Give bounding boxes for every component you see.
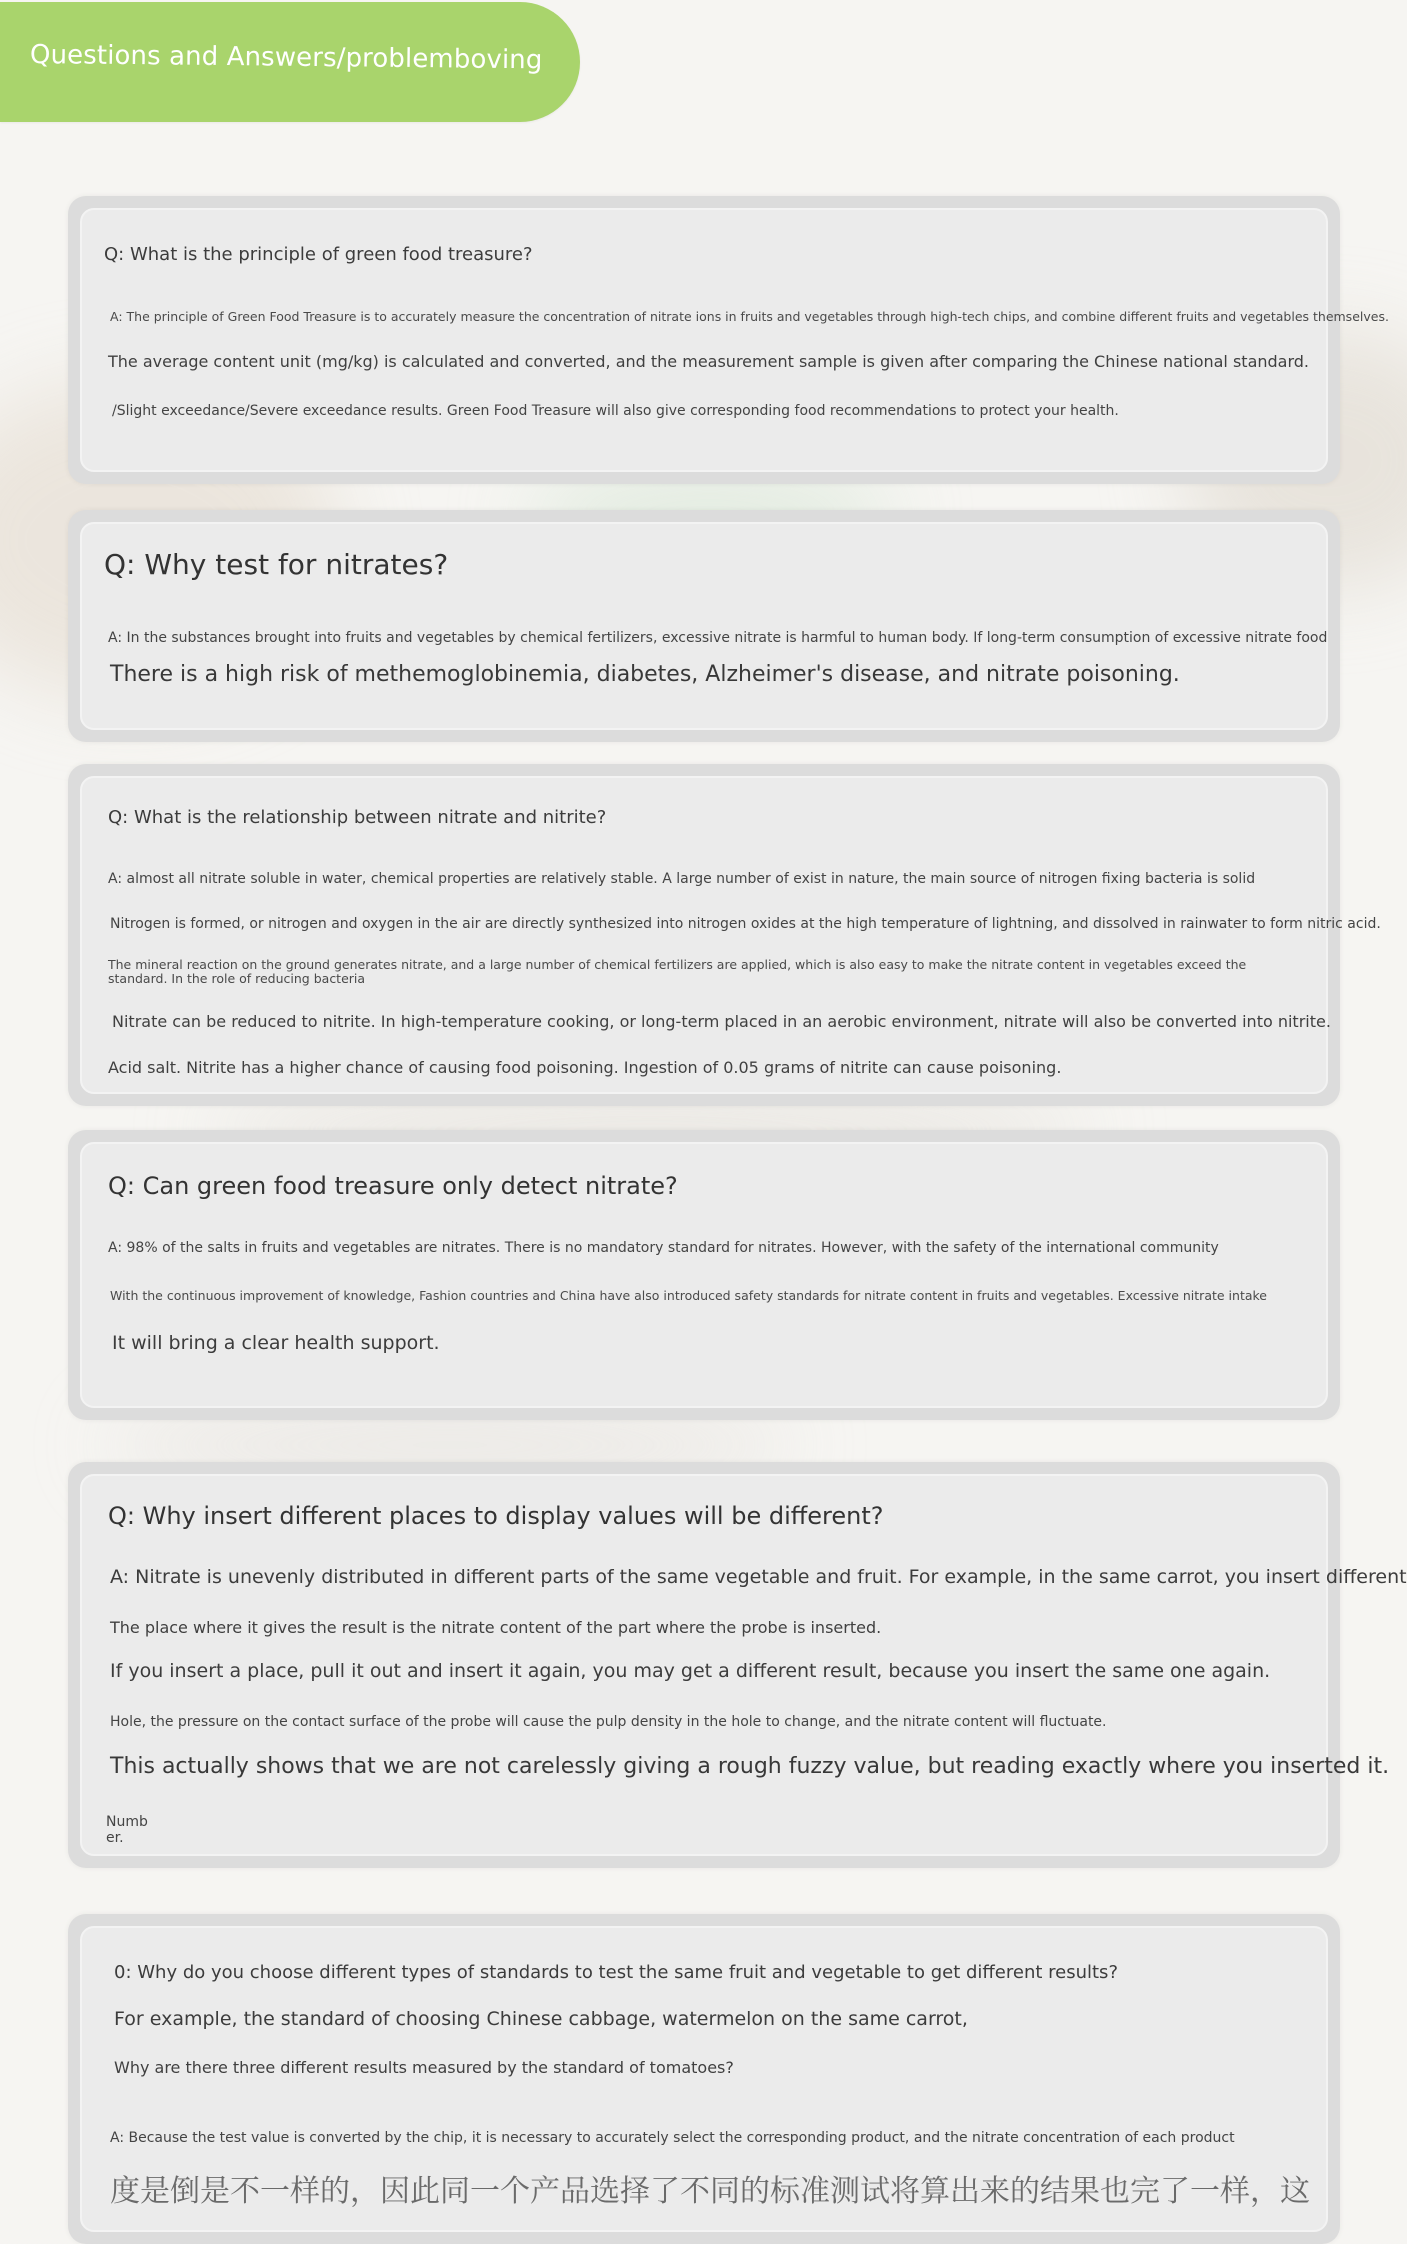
faq-answer-line: /Slight exceedance/Severe exceedance results. Green Food Treasure will also give corresponding food recommendations to protect your health. bbox=[112, 403, 1119, 419]
faq-card-different-standards bbox=[68, 1914, 1340, 2244]
faq-answer-line: It will bring a clear health support. bbox=[112, 1332, 440, 1354]
faq-card-inner bbox=[80, 776, 1381, 1094]
faq-card-principle bbox=[68, 196, 1389, 484]
faq-card-inner bbox=[80, 1474, 1407, 1856]
faq-card-why-test bbox=[68, 510, 1340, 742]
faq-answer-line: The average content unit (mg/kg) is calculated and converted, and the measurement sample is given after comparing the Chinese national standard. bbox=[108, 352, 1310, 371]
faq-answer-line: Nitrate can be reduced to nitrite. In high-temperature cooking, or long-term placed in an aerobic environment, nitrate will also be converted into nitrite. bbox=[112, 1012, 1331, 1031]
faq-answer-line: With the continuous improvement of knowledge, Fashion countries and China have also introduced safety standards for nitrate content in fruits and vegetables. Excessive nitrate intake bbox=[110, 1288, 1267, 1303]
faq-answer-line: For example, the standard of choosing Chinese cabbage, watermelon on the same carrot, bbox=[114, 2008, 968, 2030]
faq-answer-line: A: In the substances brought into fruits and vegetables by chemical fertilizers, excessive nitrate is harmful to human body. If long-term consumption of excessive nitrate food bbox=[108, 630, 1328, 646]
faq-answer-line: A: Because the test value is converted by the chip, it is necessary to accurately select the corresponding product, and the nitrate concentration of each product bbox=[110, 2130, 1235, 2146]
faq-card-only-nitrate bbox=[68, 1130, 1340, 1420]
faq-question: Q: What is the relationship between nitrate and nitrite? bbox=[108, 807, 607, 828]
faq-question: 0: Why do you choose different types of standards to test the same fruit and vegetable to get different results? bbox=[114, 1962, 1118, 1983]
faq-answer-line: The mineral reaction on the ground generates nitrate, and a large number of chemical fertilizers are applied, which is also easy to make the nitrate content in vegetables exceed the standard. In the role of reducing bacteria bbox=[108, 957, 1247, 986]
faq-card-nitrate-nitrite bbox=[68, 764, 1381, 1106]
faq-answer-line: Acid salt. Nitrite has a higher chance of causing food poisoning. Ingestion of 0.05 grams of nitrite can cause poisoning. bbox=[108, 1058, 1062, 1077]
faq-answer-line: There is a high risk of methemoglobinemia, diabetes, Alzheimer's disease, and nitrate poisoning. bbox=[110, 662, 1180, 687]
faq-card-inner bbox=[80, 522, 1328, 730]
faq-card-inner bbox=[80, 1142, 1328, 1408]
faq-answer-line: A: 98% of the salts in fruits and vegetables are nitrates. There is no mandatory standard for nitrates. However, with the safety of the international community bbox=[108, 1240, 1219, 1256]
faq-answer-line: A: The principle of Green Food Treasure is to accurately measure the concentration of nitrate ions in fruits and vegetables through high-tech chips, and combine different fruits and vegetables themselves. bbox=[110, 309, 1389, 324]
faq-answer-line: The place where it gives the result is the nitrate content of the part where the probe is inserted. bbox=[110, 1618, 882, 1637]
faq-question: Q: Can green food treasure only detect nitrate? bbox=[108, 1172, 678, 1200]
faq-answer-line: Why are there three different results measured by the standard of tomatoes? bbox=[114, 2058, 734, 2077]
faq-card-inner bbox=[80, 1926, 1328, 2232]
faq-answer-line: Nitrogen is formed, or nitrogen and oxygen in the air are directly synthesized into nitrogen oxides at the high temperature of lightning, and dissolved in rainwater to form nitric acid. bbox=[110, 916, 1381, 932]
faq-answer-line: 度是倒是不一样的，因此同一个产品选择了不同的标准测试将算出来的结果也完了一样，这 bbox=[110, 2174, 1310, 2209]
faq-answer-line: This actually shows that we are not carelessly giving a rough fuzzy value, but reading exactly where you inserted it. bbox=[110, 1754, 1390, 1779]
faq-answer-line: Hole, the pressure on the contact surface of the probe will cause the pulp density in the hole to change, and the nitrate content will fluctuate. bbox=[110, 1714, 1107, 1730]
faq-answer-line: If you insert a place, pull it out and insert it again, you may get a different result, because you insert the same one again. bbox=[110, 1660, 1271, 1682]
page-title: Questions and Answers/problemboving bbox=[29, 40, 543, 76]
faq-card-different-values bbox=[68, 1462, 1407, 1868]
faq-question: Q: Why insert different places to display values will be different? bbox=[108, 1502, 884, 1530]
faq-answer-line: er. bbox=[106, 1830, 124, 1846]
faq-question: Q: Why test for nitrates? bbox=[104, 548, 449, 581]
faq-question: Q: What is the principle of green food treasure? bbox=[104, 244, 533, 265]
faq-answer-line: Numb bbox=[106, 1814, 148, 1830]
faq-answer-line: A: almost all nitrate soluble in water, chemical properties are relatively stable. A large number of exist in nature, the main source of nitrogen fixing bacteria is solid bbox=[108, 871, 1256, 887]
faq-card-inner bbox=[80, 208, 1389, 472]
section-header bbox=[0, 2, 580, 122]
faq-answer-line: A: Nitrate is unevenly distributed in different parts of the same vegetable and fruit. For example, in the same carrot, you insert different bbox=[110, 1566, 1407, 1588]
